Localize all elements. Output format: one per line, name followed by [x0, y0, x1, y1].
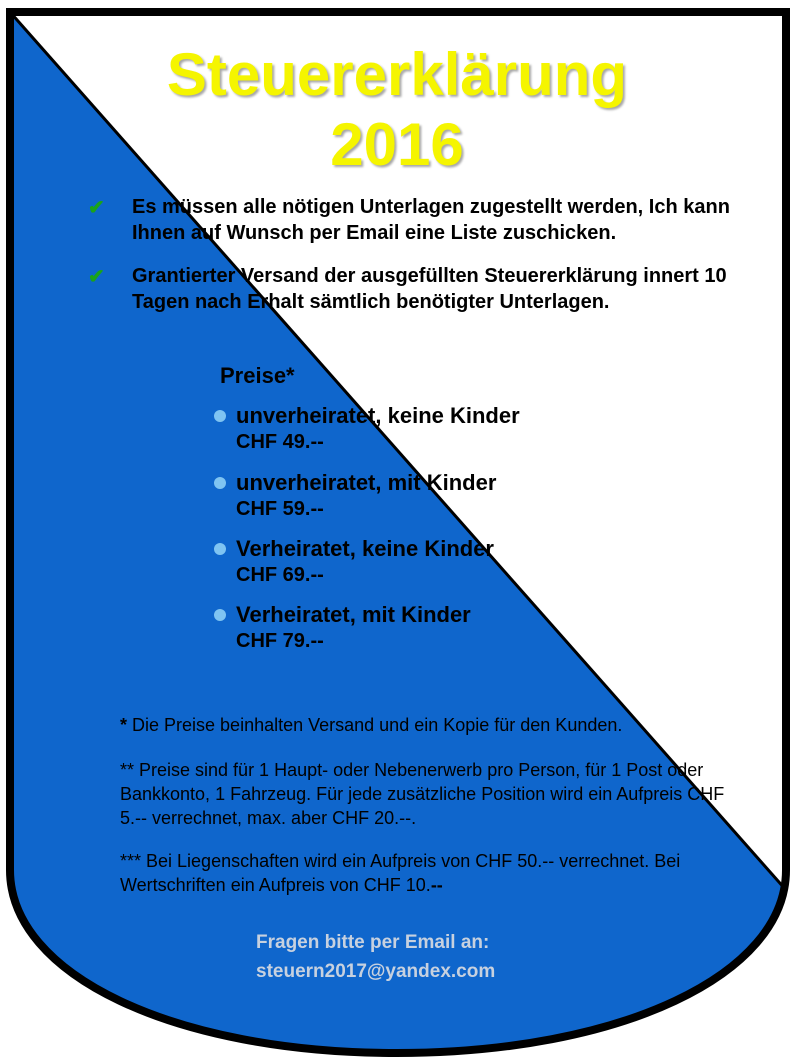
- footnote-3-text: *** Bei Liegenschaften wird ein Aufpreis von CHF 50.-- verrechnet. Bei Wertschriften ein Aufpreis von CHF 10.: [120, 851, 681, 895]
- footnote-1: [120, 713, 740, 737]
- footnote-3: [120, 849, 740, 897]
- price-label: unverheiratet, keine Kinder: [236, 403, 520, 428]
- contact-line: Fragen bitte per Email an:: [256, 932, 490, 953]
- footnote-3-tail: --: [430, 875, 443, 895]
- bullet-dot-icon: [214, 543, 226, 555]
- footnote-2: ** Preise sind für 1 Haupt- oder Nebenerwerb pro Person, für 1 Post oder Bankkonto, 1 Fahrzeug. Für jede zusätzliche Position wird ein Aufpreis CHF 5.-- verrechnet, max. aber CHF 20.--.: [120, 760, 725, 828]
- title-line-2: 2016: [330, 111, 464, 178]
- contact-email[interactable]: steuern2017@yandex.com: [256, 961, 496, 982]
- check-icon: ✔: [88, 266, 105, 288]
- price-value: CHF 59.--: [236, 498, 324, 520]
- bullet-text: Grantierter Versand der ausgefüllten Steuererklärung innert 10 Tagen nach Erhalt sämtlich benötigter Unterlagen.: [132, 265, 727, 313]
- price-value: CHF 69.--: [236, 564, 324, 586]
- prices-heading: Preise*: [220, 363, 295, 388]
- footnote-1-text: Die Preise beinhalten Versand und ein Kopie für den Kunden.: [127, 715, 623, 735]
- footnote-star: *: [120, 715, 128, 735]
- bullet-dot-icon: [214, 609, 226, 621]
- title-line-1: Steuererklärung: [166, 41, 628, 108]
- price-label: Verheiratet, mit Kinder: [236, 602, 471, 627]
- price-value: CHF 49.--: [236, 431, 324, 453]
- price-label: Verheiratet, keine Kinder: [236, 536, 494, 561]
- check-icon: ✔: [88, 197, 105, 219]
- price-value: CHF 79.--: [236, 630, 324, 652]
- bullet-text: Es müssen alle nötigen Unterlagen zugestellt werden, Ich kann Ihnen auf Wunsch per Email eine Liste zuschicken.: [132, 196, 730, 244]
- price-label: unverheiratet, mit Kinder: [236, 470, 497, 495]
- bullet-dot-icon: [214, 477, 226, 489]
- bullet-dot-icon: [214, 410, 226, 422]
